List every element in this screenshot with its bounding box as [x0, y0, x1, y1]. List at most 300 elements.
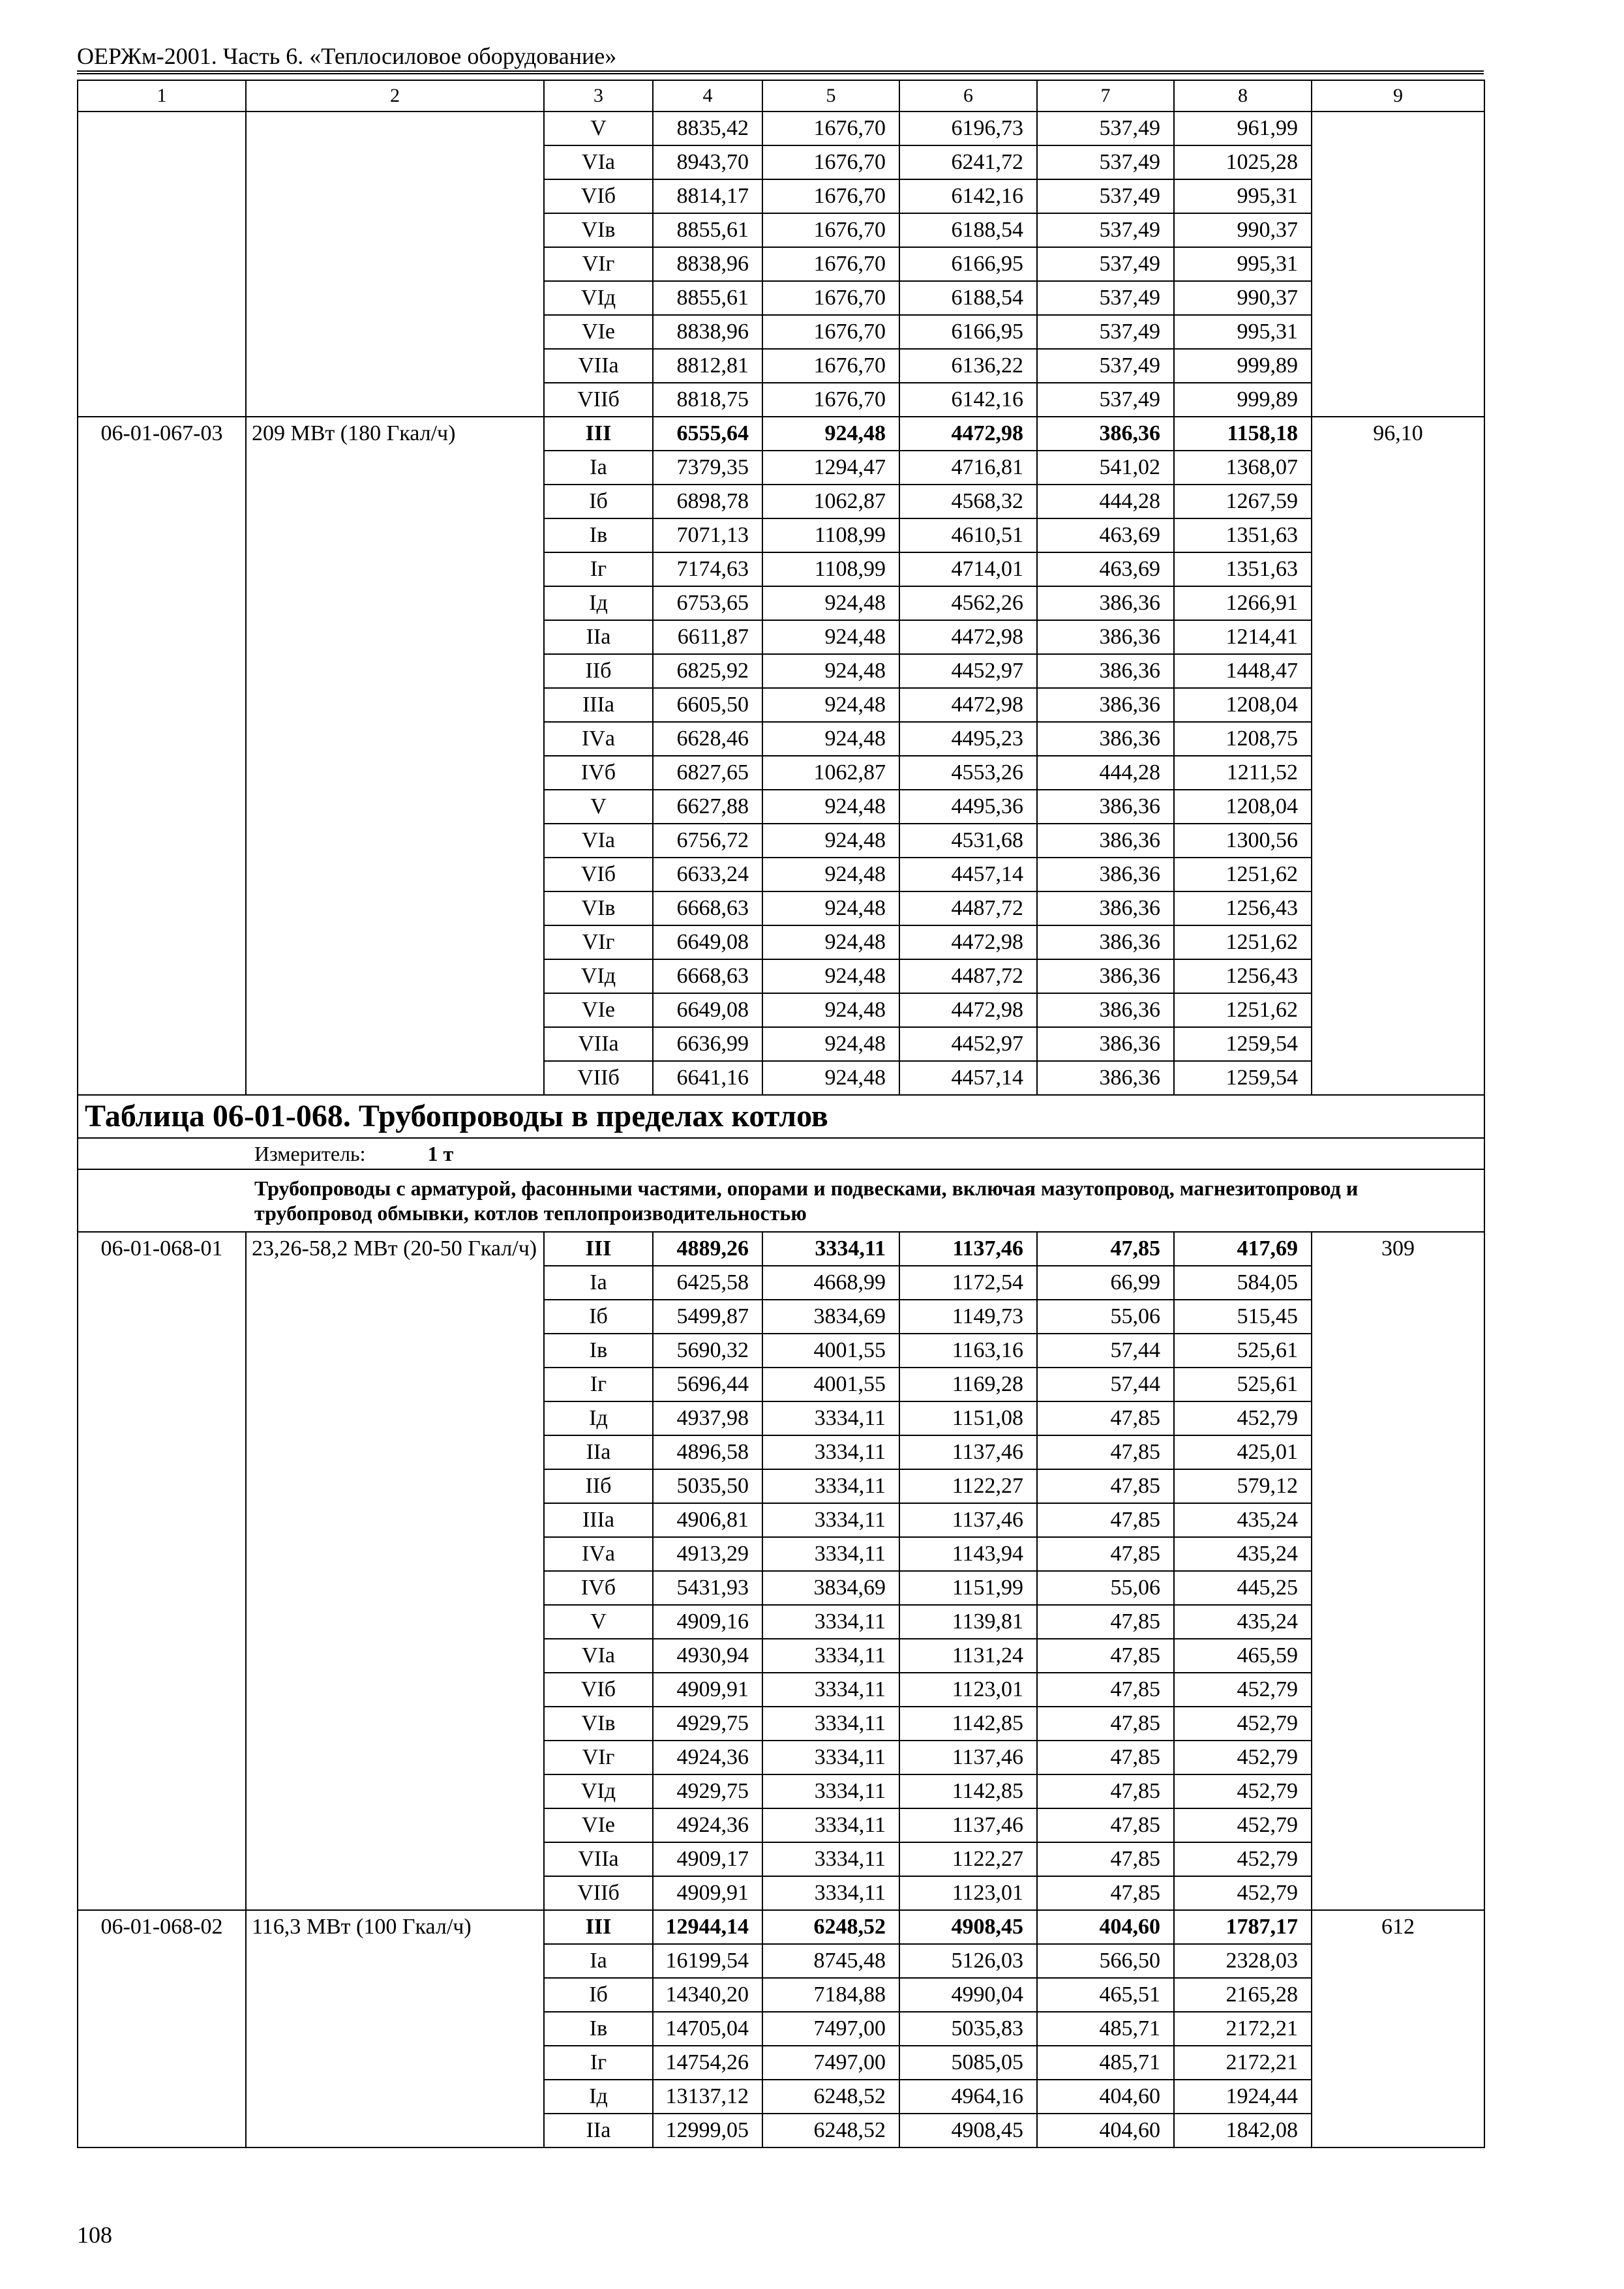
value-cell: 924,48	[762, 1027, 899, 1061]
value-cell: 444,28	[1037, 756, 1174, 790]
zone-cell: VIб	[544, 858, 653, 891]
value-cell: 55,06	[1037, 1300, 1174, 1334]
value-cell: 8838,96	[653, 247, 762, 281]
value-cell: 1122,27	[899, 1469, 1037, 1503]
value-cell: 1251,62	[1174, 993, 1312, 1027]
value-cell: 4906,81	[653, 1503, 762, 1537]
zone-cell: V	[544, 790, 653, 824]
value-cell: 445,25	[1174, 1571, 1312, 1605]
value-cell: 924,48	[762, 959, 899, 993]
zone-cell: IVб	[544, 1571, 653, 1605]
zone-cell: Iг	[544, 552, 653, 586]
value-cell: 995,31	[1174, 315, 1312, 349]
value-cell: 55,06	[1037, 1571, 1174, 1605]
value-cell: 3334,11	[762, 1774, 899, 1808]
value-cell: 1676,70	[762, 145, 899, 179]
value-cell: 1256,43	[1174, 959, 1312, 993]
value-cell: 386,36	[1037, 1061, 1174, 1095]
section-description: Трубопроводы с арматурой, фасонными частями, опорами и подвесками, включая мазутопровод, магнезитопровод и трубопровод обмывки, котлов теплопроизводительностью	[78, 1169, 1484, 1232]
value-cell: 47,85	[1037, 1707, 1174, 1741]
value-cell: 999,89	[1174, 383, 1312, 417]
value-cell: 16199,54	[653, 1944, 762, 1978]
value-cell: 1123,01	[899, 1673, 1037, 1707]
value-cell: 3334,11	[762, 1673, 899, 1707]
value-cell: 1368,07	[1174, 451, 1312, 485]
value-cell: 1676,70	[762, 315, 899, 349]
zone-cell: IIа	[544, 620, 653, 654]
value-cell: 4472,98	[899, 993, 1037, 1027]
value-cell: 924,48	[762, 925, 899, 959]
value-cell: 4568,32	[899, 485, 1037, 518]
value-cell: 435,24	[1174, 1537, 1312, 1571]
value-cell: 6649,08	[653, 925, 762, 959]
value-cell: 4457,14	[899, 858, 1037, 891]
value-cell: 924,48	[762, 1061, 899, 1095]
table-title: Таблица 06-01-068. Трубопроводы в пределах котлов	[78, 1095, 1484, 1138]
value-cell: 4001,55	[762, 1368, 899, 1401]
value-cell: 7497,00	[762, 2046, 899, 2080]
value-cell: 435,24	[1174, 1503, 1312, 1537]
value-cell: 4896,58	[653, 1435, 762, 1469]
value-cell: 1062,87	[762, 756, 899, 790]
value-cell: 1025,28	[1174, 145, 1312, 179]
item-code: 06-01-067-03	[78, 417, 246, 1095]
value-cell: 47,85	[1037, 1673, 1174, 1707]
value-cell: 1108,99	[762, 518, 899, 552]
value-cell: 924,48	[762, 654, 899, 688]
value-cell: 485,71	[1037, 2046, 1174, 2080]
value-cell: 6641,16	[653, 1061, 762, 1095]
value-cell: 6188,54	[899, 213, 1037, 247]
value-cell: 999,89	[1174, 349, 1312, 383]
value-cell: 1787,17	[1174, 1910, 1312, 1944]
zone-cell: VIIа	[544, 1027, 653, 1061]
value-cell: 7497,00	[762, 2012, 899, 2046]
value-cell: 1137,46	[899, 1232, 1037, 1266]
value-cell: 3334,11	[762, 1435, 899, 1469]
value-cell: 1131,24	[899, 1639, 1037, 1673]
zone-cell: VIе	[544, 993, 653, 1027]
value-cell: 8812,81	[653, 349, 762, 383]
column-number: 3	[544, 80, 653, 112]
value-cell: 7174,63	[653, 552, 762, 586]
zone-cell: V	[544, 112, 653, 145]
value-cell: 452,79	[1174, 1774, 1312, 1808]
running-header: ОЕРЖм-2001. Часть 6. «Теплосиловое оборудование»	[77, 43, 617, 69]
value-cell: 5431,93	[653, 1571, 762, 1605]
value-cell: 1676,70	[762, 383, 899, 417]
value-cell: 3834,69	[762, 1571, 899, 1605]
item-name: 209 МВт (180 Гкал/ч)	[246, 417, 544, 1095]
value-cell: 4909,16	[653, 1605, 762, 1639]
value-cell: 452,79	[1174, 1876, 1312, 1910]
value-cell: 6136,22	[899, 349, 1037, 383]
zone-cell: VIIб	[544, 383, 653, 417]
price-table	[77, 80, 1485, 2148]
column-number: 7	[1037, 80, 1174, 112]
zone-cell: VIа	[544, 1639, 653, 1673]
value-cell: 463,69	[1037, 518, 1174, 552]
value-cell: 537,49	[1037, 315, 1174, 349]
value-cell: 537,49	[1037, 383, 1174, 417]
value-cell: 7184,88	[762, 1978, 899, 2012]
zone-cell: VIа	[544, 824, 653, 858]
price-cell: 309	[1312, 1232, 1484, 1910]
zone-cell: V	[544, 1605, 653, 1639]
value-cell: 1259,54	[1174, 1061, 1312, 1095]
value-cell: 1256,43	[1174, 891, 1312, 925]
value-cell: 8814,17	[653, 179, 762, 213]
column-number: 4	[653, 80, 762, 112]
value-cell: 4472,98	[899, 620, 1037, 654]
value-cell: 4472,98	[899, 925, 1037, 959]
value-cell: 525,61	[1174, 1368, 1312, 1401]
zone-cell: Iб	[544, 1300, 653, 1334]
value-cell: 452,79	[1174, 1808, 1312, 1842]
value-cell: 1208,04	[1174, 688, 1312, 722]
value-cell: 6188,54	[899, 281, 1037, 315]
zone-cell: Iг	[544, 2046, 653, 2080]
value-cell: 57,44	[1037, 1334, 1174, 1368]
value-cell: 4553,26	[899, 756, 1037, 790]
column-number: 1	[78, 80, 246, 112]
zone-cell: VIг	[544, 1741, 653, 1774]
value-cell: 1062,87	[762, 485, 899, 518]
meter-row	[78, 1138, 1484, 1169]
value-cell: 3334,11	[762, 1537, 899, 1571]
zone-cell: VIе	[544, 315, 653, 349]
value-cell: 1676,70	[762, 349, 899, 383]
zone-cell: VIв	[544, 891, 653, 925]
zone-cell: Iа	[544, 451, 653, 485]
zone-cell: IVб	[544, 756, 653, 790]
zone-cell: Iд	[544, 1401, 653, 1435]
value-cell: 924,48	[762, 891, 899, 925]
value-cell: 6605,50	[653, 688, 762, 722]
value-cell: 5126,03	[899, 1944, 1037, 1978]
value-cell: 1924,44	[1174, 2080, 1312, 2114]
zone-cell: VIIб	[544, 1061, 653, 1095]
value-cell: 566,50	[1037, 1944, 1174, 1978]
value-cell: 4908,45	[899, 2114, 1037, 2147]
value-cell: 924,48	[762, 688, 899, 722]
value-cell: 4472,98	[899, 688, 1037, 722]
value-cell: 4495,23	[899, 722, 1037, 756]
value-cell: 4909,91	[653, 1876, 762, 1910]
value-cell: 995,31	[1174, 247, 1312, 281]
value-cell: 924,48	[762, 858, 899, 891]
value-cell: 1108,99	[762, 552, 899, 586]
value-cell: 4929,75	[653, 1707, 762, 1741]
value-cell: 7071,13	[653, 518, 762, 552]
value-cell: 4990,04	[899, 1978, 1037, 2012]
value-cell: 4909,91	[653, 1673, 762, 1707]
item-code: 06-01-068-02	[78, 1910, 246, 2147]
value-cell: 465,59	[1174, 1639, 1312, 1673]
value-cell: 4964,16	[899, 2080, 1037, 2114]
zone-cell: III	[544, 417, 653, 451]
value-cell: 386,36	[1037, 586, 1174, 620]
zone-cell: VIд	[544, 959, 653, 993]
value-cell: 452,79	[1174, 1401, 1312, 1435]
value-cell: 6142,16	[899, 383, 1037, 417]
value-cell: 1448,47	[1174, 654, 1312, 688]
value-cell: 6166,95	[899, 315, 1037, 349]
meter-unit: 1 т	[427, 1142, 454, 1165]
zone-cell: VIа	[544, 145, 653, 179]
value-cell: 14705,04	[653, 2012, 762, 2046]
value-cell: 4668,99	[762, 1266, 899, 1300]
value-cell: 386,36	[1037, 654, 1174, 688]
value-cell: 47,85	[1037, 1876, 1174, 1910]
value-cell: 4001,55	[762, 1334, 899, 1368]
value-cell: 5085,05	[899, 2046, 1037, 2080]
value-cell: 1151,99	[899, 1571, 1037, 1605]
value-cell: 6898,78	[653, 485, 762, 518]
value-cell: 1267,59	[1174, 485, 1312, 518]
value-cell: 924,48	[762, 993, 899, 1027]
value-cell: 3334,11	[762, 1707, 899, 1741]
value-cell: 6166,95	[899, 247, 1037, 281]
value-cell: 537,49	[1037, 247, 1174, 281]
value-cell: 537,49	[1037, 281, 1174, 315]
value-cell: 6636,99	[653, 1027, 762, 1061]
value-cell: 4909,17	[653, 1842, 762, 1876]
value-cell: 7379,35	[653, 451, 762, 485]
value-cell: 3334,11	[762, 1232, 899, 1266]
value-cell: 452,79	[1174, 1673, 1312, 1707]
zone-cell: Iб	[544, 1978, 653, 2012]
value-cell: 8855,61	[653, 281, 762, 315]
value-cell: 6668,63	[653, 959, 762, 993]
value-cell: 5035,50	[653, 1469, 762, 1503]
zone-cell: Iд	[544, 2080, 653, 2114]
value-cell: 924,48	[762, 586, 899, 620]
value-cell: 1351,63	[1174, 552, 1312, 586]
value-cell: 537,49	[1037, 112, 1174, 145]
value-cell: 452,79	[1174, 1842, 1312, 1876]
item-name	[246, 112, 544, 417]
column-number: 2	[246, 80, 544, 112]
value-cell: 386,36	[1037, 1027, 1174, 1061]
value-cell: 8818,75	[653, 383, 762, 417]
value-cell: 13137,12	[653, 2080, 762, 2114]
value-cell: 47,85	[1037, 1401, 1174, 1435]
value-cell: 6628,46	[653, 722, 762, 756]
item-code: 06-01-068-01	[78, 1232, 246, 1910]
value-cell: 4908,45	[899, 1910, 1037, 1944]
value-cell: 386,36	[1037, 858, 1174, 891]
value-cell: 4472,98	[899, 417, 1037, 451]
zone-cell: VIе	[544, 1808, 653, 1842]
value-cell: 537,49	[1037, 349, 1174, 383]
value-cell: 6425,58	[653, 1266, 762, 1300]
zone-cell: VIг	[544, 247, 653, 281]
zone-cell: IIIа	[544, 688, 653, 722]
zone-cell: VIIа	[544, 349, 653, 383]
zone-cell: Iв	[544, 1334, 653, 1368]
value-cell: 1266,91	[1174, 586, 1312, 620]
value-cell: 537,49	[1037, 145, 1174, 179]
value-cell: 1163,16	[899, 1334, 1037, 1368]
value-cell: 4714,01	[899, 552, 1037, 586]
zone-cell: IIа	[544, 1435, 653, 1469]
value-cell: 1122,27	[899, 1842, 1037, 1876]
zone-cell: VIд	[544, 1774, 653, 1808]
column-number: 5	[762, 80, 899, 112]
value-cell: 4487,72	[899, 959, 1037, 993]
value-cell: 1137,46	[899, 1808, 1037, 1842]
value-cell: 1294,47	[762, 451, 899, 485]
table-title-row	[78, 1095, 1484, 1138]
value-cell: 386,36	[1037, 891, 1174, 925]
value-cell: 6248,52	[762, 2114, 899, 2147]
value-cell: 4929,75	[653, 1774, 762, 1808]
price-cell	[1312, 112, 1484, 417]
value-cell: 8943,70	[653, 145, 762, 179]
value-cell: 1676,70	[762, 179, 899, 213]
value-cell: 1251,62	[1174, 925, 1312, 959]
value-cell: 1123,01	[899, 1876, 1037, 1910]
value-cell: 404,60	[1037, 1910, 1174, 1944]
value-cell: 1137,46	[899, 1741, 1037, 1774]
value-cell: 12999,05	[653, 2114, 762, 2147]
zone-cell: Iб	[544, 485, 653, 518]
value-cell: 3334,11	[762, 1469, 899, 1503]
value-cell: 66,99	[1037, 1266, 1174, 1300]
value-cell: 4930,94	[653, 1639, 762, 1673]
value-cell: 47,85	[1037, 1774, 1174, 1808]
value-cell: 1137,46	[899, 1503, 1037, 1537]
value-cell: 2328,03	[1174, 1944, 1312, 1978]
value-cell: 2165,28	[1174, 1978, 1312, 2012]
value-cell: 6555,64	[653, 417, 762, 451]
column-number: 8	[1174, 80, 1312, 112]
zone-cell: Iд	[544, 586, 653, 620]
value-cell: 1137,46	[899, 1435, 1037, 1469]
value-cell: 8855,61	[653, 213, 762, 247]
value-cell: 6241,72	[899, 145, 1037, 179]
value-cell: 525,61	[1174, 1334, 1312, 1368]
zone-cell: Iг	[544, 1368, 653, 1401]
zone-cell: VIIб	[544, 1876, 653, 1910]
value-cell: 4924,36	[653, 1741, 762, 1774]
value-cell: 924,48	[762, 790, 899, 824]
zone-cell: IIIа	[544, 1503, 653, 1537]
value-cell: 1158,18	[1174, 417, 1312, 451]
value-cell: 6248,52	[762, 2080, 899, 2114]
value-cell: 386,36	[1037, 688, 1174, 722]
column-number: 6	[899, 80, 1037, 112]
value-cell: 1151,08	[899, 1401, 1037, 1435]
page-number: 108	[77, 2222, 112, 2248]
zone-cell: Iа	[544, 1944, 653, 1978]
table-row	[78, 1910, 1484, 1944]
value-cell: 1142,85	[899, 1774, 1037, 1808]
value-cell: 6756,72	[653, 824, 762, 858]
value-cell: 47,85	[1037, 1537, 1174, 1571]
value-cell: 1172,54	[899, 1266, 1037, 1300]
header-rule	[77, 70, 1484, 74]
value-cell: 4452,97	[899, 654, 1037, 688]
item-name: 116,3 МВт (100 Гкал/ч)	[246, 1910, 544, 2147]
value-cell: 14340,20	[653, 1978, 762, 2012]
value-cell: 8838,96	[653, 315, 762, 349]
value-cell: 995,31	[1174, 179, 1312, 213]
value-cell: 584,05	[1174, 1266, 1312, 1300]
value-cell: 3334,11	[762, 1401, 899, 1435]
value-cell: 1676,70	[762, 213, 899, 247]
value-cell: 1842,08	[1174, 2114, 1312, 2147]
value-cell: 47,85	[1037, 1808, 1174, 1842]
value-cell: 386,36	[1037, 417, 1174, 451]
zone-cell: Iв	[544, 518, 653, 552]
table-row	[78, 1232, 1484, 1266]
value-cell: 924,48	[762, 824, 899, 858]
value-cell: 515,45	[1174, 1300, 1312, 1334]
zone-cell: VIб	[544, 179, 653, 213]
value-cell: 6649,08	[653, 993, 762, 1027]
value-cell: 12944,14	[653, 1910, 762, 1944]
value-cell: 386,36	[1037, 790, 1174, 824]
value-cell: 537,49	[1037, 213, 1174, 247]
value-cell: 990,37	[1174, 281, 1312, 315]
zone-cell: IIа	[544, 2114, 653, 2147]
value-cell: 57,44	[1037, 1368, 1174, 1401]
value-cell: 47,85	[1037, 1503, 1174, 1537]
value-cell: 386,36	[1037, 959, 1174, 993]
value-cell: 452,79	[1174, 1741, 1312, 1774]
value-cell: 4562,26	[899, 586, 1037, 620]
value-cell: 1351,63	[1174, 518, 1312, 552]
value-cell: 1676,70	[762, 281, 899, 315]
value-cell: 1149,73	[899, 1300, 1037, 1334]
value-cell: 6825,92	[653, 654, 762, 688]
value-cell: 3334,11	[762, 1842, 899, 1876]
value-cell: 1169,28	[899, 1368, 1037, 1401]
item-name: 23,26-58,2 МВт (20-50 Гкал/ч)	[246, 1232, 544, 1910]
zone-cell: III	[544, 1232, 653, 1266]
value-cell: 1211,52	[1174, 756, 1312, 790]
value-cell: 465,51	[1037, 1978, 1174, 2012]
value-cell: 3334,11	[762, 1503, 899, 1537]
value-cell: 1139,81	[899, 1605, 1037, 1639]
value-cell: 452,79	[1174, 1707, 1312, 1741]
zone-cell: VIд	[544, 281, 653, 315]
column-number-row	[78, 80, 1484, 112]
zone-cell: III	[544, 1910, 653, 1944]
zone-cell: VIв	[544, 213, 653, 247]
value-cell: 961,99	[1174, 112, 1312, 145]
value-cell: 5035,83	[899, 2012, 1037, 2046]
value-cell: 924,48	[762, 722, 899, 756]
value-cell: 47,85	[1037, 1639, 1174, 1673]
value-cell: 924,48	[762, 620, 899, 654]
meter-cell	[78, 1138, 1484, 1169]
value-cell: 537,49	[1037, 179, 1174, 213]
value-cell: 6248,52	[762, 1910, 899, 1944]
value-cell: 463,69	[1037, 552, 1174, 586]
value-cell: 386,36	[1037, 824, 1174, 858]
table-row	[78, 112, 1484, 145]
zone-cell: VIб	[544, 1673, 653, 1707]
value-cell: 444,28	[1037, 485, 1174, 518]
value-cell: 579,12	[1174, 1469, 1312, 1503]
value-cell: 6753,65	[653, 586, 762, 620]
value-cell: 4495,36	[899, 790, 1037, 824]
zone-cell: VIв	[544, 1707, 653, 1741]
value-cell: 386,36	[1037, 722, 1174, 756]
